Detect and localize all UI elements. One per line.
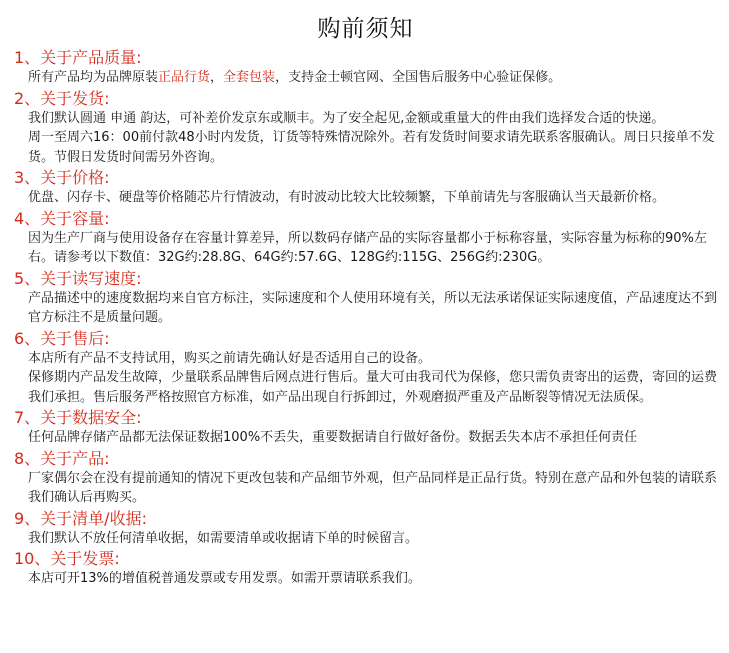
section-after-sales	[14, 328, 717, 408]
section-capacity	[14, 208, 717, 268]
section-speed	[14, 268, 717, 328]
section-paragraph: 产品描述中的速度数据均来自官方标注，实际速度和个人使用环境有关，所以无法承诺保证实际速度值，产品速度达不到官方标注不是质量问题。	[28, 290, 718, 325]
section-shipping	[14, 88, 717, 168]
section-heading: 9、关于清单/收据:	[14, 508, 147, 528]
section-data-security	[14, 407, 717, 448]
section-paragraph	[14, 68, 717, 88]
section-heading: 4、关于容量:	[14, 208, 110, 228]
section-paragraph: 周一至周六16：00前付款48小时内发货，订货等特殊情况除外。若有发货时间要求请先联系客服确认。周日只接单不发货。节假日发货时间需另外咨询。	[28, 130, 715, 165]
text-span: ，	[210, 70, 224, 85]
section-heading: 5、关于读写速度:	[14, 268, 142, 288]
section-paragraph: 我们默认圆通 申通 韵达，可补差价发京东或顺丰。为了安全起见,金额或重量大的件由我们选择发合适的快递。	[28, 110, 665, 126]
section-receipt	[14, 508, 717, 549]
section-paragraph: 任何品牌存储产品都无法保证数据100%不丢失，重要数据请自行做好备份。数据丢失本店不承担任何责任	[28, 430, 638, 445]
section-heading: 10、关于发票:	[14, 549, 120, 568]
section-price	[14, 167, 717, 208]
text-span: 所有产品均为品牌原装	[28, 70, 159, 85]
section-paragraph: 本店所有产品不支持试用，购买之前请先确认好是否适用自己的设备。	[28, 350, 432, 366]
section-heading: 7、关于数据安全:	[14, 408, 142, 427]
section-heading: 6、关于售后:	[14, 328, 110, 348]
text-span: ，支持金士顿官网、全国售后服务中心验证保修。	[275, 70, 562, 85]
section-heading: 1、关于产品质量:	[14, 48, 142, 67]
section-paragraph: 本店可开13%的增值税普通发票或专用发票。如需开票请联系我们。	[28, 571, 421, 586]
section-heading: 2、关于发货:	[14, 88, 110, 108]
highlight-genuine: 正品行货	[158, 70, 211, 85]
section-paragraph: 优盘、闪存卡、硬盘等价格随芯片行情波动，有时波动比较大比较频繁，下单前请先与客服确认当天最新价格。	[28, 190, 666, 205]
section-quality	[14, 47, 717, 88]
section-heading: 3、关于价格:	[14, 168, 110, 187]
section-paragraph: 厂家偶尔会在没有提前通知的情况下更改包装和产品细节外观，但产品同样是正品行货。特别在意产品和外包装的请联系我们确认后再购买。	[28, 470, 718, 505]
section-paragraph: 因为生产厂商与使用设备存在容量计算差异，所以数码存储产品的实际容量都小于标称容量，实际容量为标称的90%左右。请参考以下数值：32G约:28.8G、64G约:57.6G、128G约:115G、256G约:230G。	[28, 230, 707, 265]
section-invoice	[14, 548, 717, 589]
page-title: 购前须知	[317, 16, 414, 42]
section-paragraph: 保修期内产品发生故障，少量联系品牌售后网点进行售后。量大可由我司代为保修，您只需负责寄出的运费，寄回的运费我们承担。售后服务严格按照官方标准，如产品出现自行拆卸过，外观磨损严重及产品断裂等情况无法质保。	[28, 370, 718, 405]
section-heading: 8、关于产品:	[14, 448, 110, 468]
section-paragraph: 我们默认不放任何清单收据，如需要清单或收据请下单的时候留言。	[28, 530, 419, 546]
section-product	[14, 448, 717, 508]
highlight-full-package: 全套包装	[223, 70, 276, 85]
